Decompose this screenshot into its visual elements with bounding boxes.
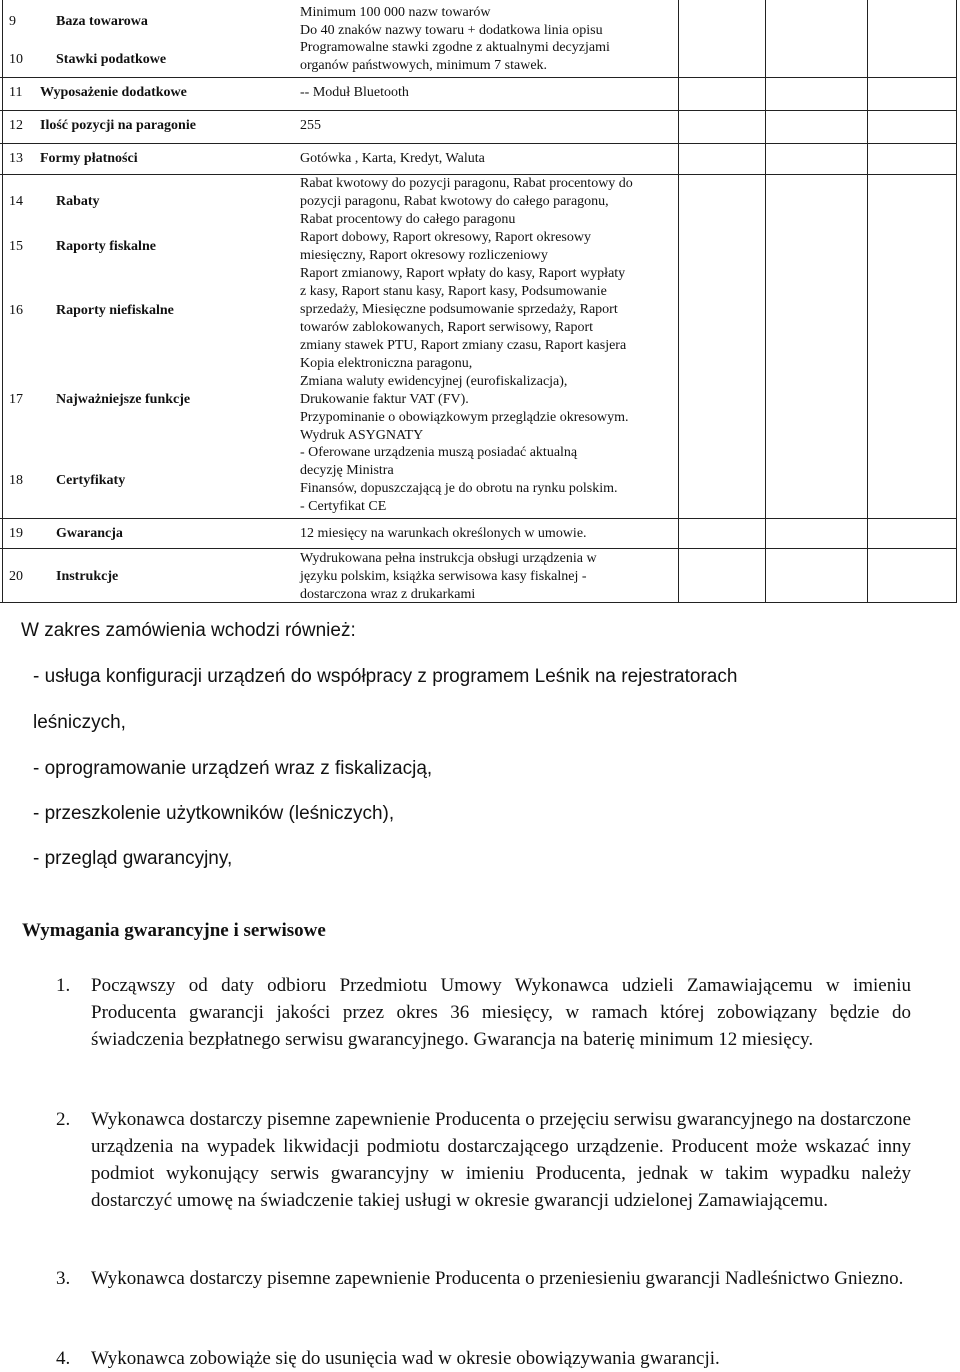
- table-row-divider: [0, 518, 957, 519]
- warranty-item-text: Wykonawca dostarczy pisemne zapewnienie Producenta o przeniesieniu gwarancji Nadleśnictwo Gniezno.: [91, 1268, 904, 1289]
- order-scope-item: leśniczych,: [33, 712, 126, 733]
- row-value: 255: [300, 118, 321, 133]
- row-value: Wydrukowana pełna instrukcja obsługi urządzenia w języku polskim, książka serwisowa kasy fiskalnej - dostarczona wraz z drukarkami: [300, 551, 597, 602]
- row-number: 11: [9, 85, 23, 100]
- row-label: Wyposażenie dodatkowe: [40, 85, 187, 100]
- table-border-left: [2, 0, 3, 603]
- table-row-divider: [0, 77, 957, 78]
- row-value: - Oferowane urządzenia muszą posiadać aktualną decyzję Ministra Finansów, dopuszczającą je do obrotu na rynku polskim. - Certyfikat CE: [300, 445, 618, 514]
- row-label: Raporty niefiskalne: [56, 303, 174, 318]
- row-label: Stawki podatkowe: [56, 52, 167, 67]
- row-number: 13: [9, 151, 23, 166]
- order-scope-item: - usługa konfiguracji urządzeń do współpracy z programem Leśnik na rejestratorach: [33, 666, 738, 687]
- table-column-divider: [867, 0, 868, 603]
- row-value: Gotówka , Karta, Kredyt, Waluta: [300, 151, 485, 166]
- warranty-item: [56, 1265, 911, 1292]
- row-number: 17: [9, 392, 23, 407]
- table-row-divider: [0, 548, 957, 549]
- warranty-item-number: 1.: [56, 975, 71, 996]
- spec-table: [0, 0, 957, 603]
- row-value: -- Moduł Bluetooth: [300, 85, 409, 100]
- row-value: 12 miesięcy na warunkach określonych w umowie.: [300, 526, 587, 541]
- warranty-item: [56, 1106, 911, 1214]
- row-value: Minimum 100 000 nazw towarów Do 40 znaków nazwy towaru + dodatkowa linia opisu: [300, 5, 603, 38]
- row-label: Baza towarowa: [56, 14, 148, 29]
- warranty-heading: Wymagania gwarancyjne i serwisowe: [22, 920, 326, 941]
- warranty-item-text: Począwszy od daty odbioru Przedmiotu Umowy Wykonawca udzieli Zamawiającemu w imieniu Producenta gwarancji jakości przez okres 36 miesięcy, w ramach której zobowiązany będzie do świadczenia bezpłatnego serwisu gwarancyjnego. Gwarancja na baterię minimum 12 miesięcy.: [91, 975, 911, 1050]
- row-label: Certyfikaty: [56, 473, 126, 488]
- warranty-item-text: Wykonawca dostarczy pisemne zapewnienie Producenta o przejęciu serwisu gwarancyjnego na dostarczone urządzenia na wypadek likwidacji podmiotu dostarczającego urządzenie. Producent może wskazać inny podmiot wykonujący serwis gwarancyjny w imieniu Producenta, jednak w takim wypadku należy dostarczyć umowę na świadczenie takiej usługi w okresie gwarancji udzielonej Zamawiającemu.: [91, 1109, 911, 1211]
- row-label: Najważniejsze funkcje: [56, 392, 191, 407]
- warranty-item-text: Wykonawca zobowiąże się do usunięcia wad w okresie obowiązywania gwarancji.: [91, 1348, 720, 1369]
- table-column-divider: [678, 0, 679, 603]
- warranty-item: [56, 972, 911, 1053]
- table-row-divider: [0, 143, 957, 144]
- row-label: Rabaty: [56, 194, 100, 209]
- row-label: Instrukcje: [56, 569, 119, 584]
- row-number: 14: [9, 194, 23, 209]
- row-label: Gwarancja: [56, 526, 123, 541]
- table-column-divider: [765, 0, 766, 603]
- row-number: 9: [9, 14, 16, 29]
- row-value: Raport zmianowy, Raport wpłaty do kasy, Raport wypłaty z kasy, Raport stanu kasy, Raport kasy, Podsumowanie sprzedaży, Miesięczne podsumowanie sprzedaży, Raport towarów zablokowanych, Raport serwisowy, Raport zmiany stawek PTU, Raport zmiany czasu, Raport kasjera: [300, 266, 627, 353]
- row-value: Rabat kwotowy do pozycji paragonu, Rabat procentowy do pozycji paragonu, Rabat kwotowy do całego paragonu, Rabat procentowy do całego paragonu: [300, 176, 633, 227]
- row-label: Ilość pozycji na paragonie: [40, 118, 196, 133]
- row-number: 16: [9, 303, 23, 318]
- table-row-divider: [0, 110, 957, 111]
- order-scope-item: - przegląd gwarancyjny,: [33, 848, 233, 869]
- row-number: 15: [9, 239, 23, 254]
- row-number: 12: [9, 118, 23, 133]
- warranty-item-number: 3.: [56, 1268, 71, 1289]
- row-number: 10: [9, 52, 23, 67]
- order-scope-item: - przeszkolenie użytkowników (leśniczych),: [33, 803, 395, 824]
- row-value: Programowalne stawki zgodne z aktualnymi decyzjami organów państwowych, minimum 7 stawek.: [300, 40, 610, 73]
- table-border-right: [956, 0, 957, 603]
- row-label: Formy płatności: [40, 151, 138, 166]
- row-label: Raporty fiskalne: [56, 239, 156, 254]
- row-value: Kopia elektroniczna paragonu, Zmiana waluty ewidencyjnej (eurofiskalizacja), Drukowanie faktur VAT (FV). Przypominanie o obowiązkowym przeglądzie okresowym. Wydruk ASYGNATY: [300, 356, 629, 443]
- row-number: 18: [9, 473, 23, 488]
- order-scope-heading: W zakres zamówienia wchodzi również:: [21, 620, 356, 641]
- row-value: Raport dobowy, Raport okresowy, Raport okresowy miesięczny, Raport okresowy rozliczeniowy: [300, 230, 591, 263]
- warranty-item-number: 2.: [56, 1109, 71, 1130]
- warranty-item-number: 4.: [56, 1348, 71, 1369]
- row-number: 20: [9, 569, 23, 584]
- order-scope-item: - oprogramowanie urządzeń wraz z fiskalizacją,: [33, 758, 433, 779]
- row-number: 19: [9, 526, 23, 541]
- warranty-item: [56, 1345, 911, 1372]
